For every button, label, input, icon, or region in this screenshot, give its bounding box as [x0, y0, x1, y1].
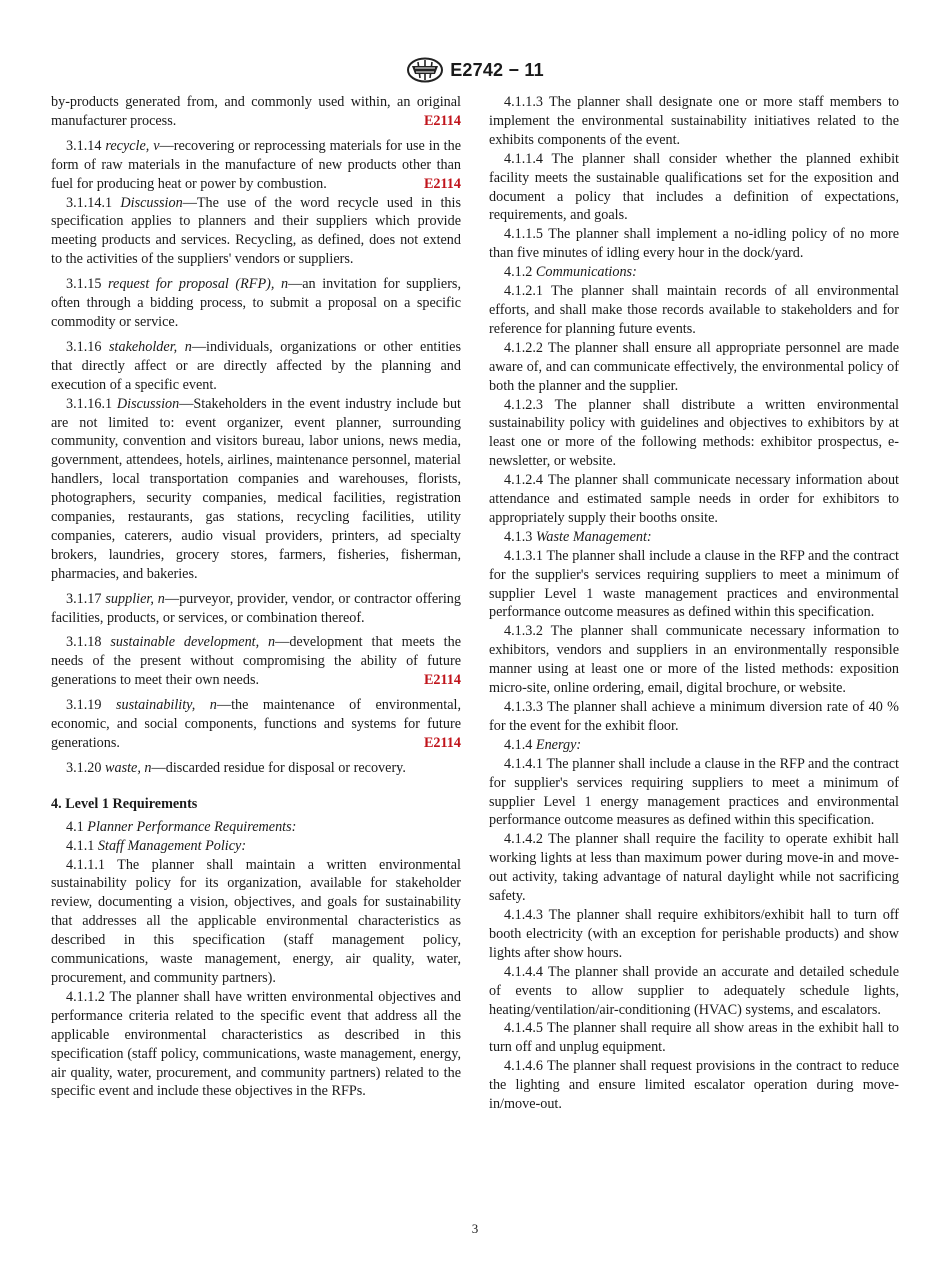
- requirement-paragraph: 4.1.1.4 The planner shall consider whether the planned exhibit facility meets the sustainable qualifications set for the exposition and document a policy that includes a definition of expectations, requirements, and goals.: [489, 150, 899, 224]
- requirement-paragraph: 4.1.3.1 The planner shall include a clause in the RFP and the contract for the supplier's services requiring suppliers to meet a minimum of supplier Level 1 waste management practices and environmental performance outcome measures as defined within this specification.: [489, 547, 899, 621]
- page-header: [0, 56, 950, 84]
- reference-link[interactable]: E2114: [423, 735, 461, 751]
- requirement-paragraph: 4.1.1.5 The planner shall implement a no-idling policy of no more than five minutes of idling every hour in the dock/yard.: [489, 226, 899, 262]
- requirement-paragraph: 4.1.2.2 The planner shall ensure all appropriate personnel are made aware of, and can communicate effectively, the environmental policy of both the planner and the supplier.: [489, 339, 899, 394]
- requirement-paragraph: 4.1.4.1 The planner shall include a clause in the RFP and the contract for supplier's services requiring suppliers to meet a minimum of supplier Level 1 energy management practices and environmental performance outcome measures as defined within this specification.: [489, 755, 899, 829]
- reference-link[interactable]: E2114: [423, 112, 461, 129]
- requirement-paragraph: 4.1.2.4 The planner shall communicate necessary information about attendance and estimated sample needs in order for exhibitors to appropriately supply their booths onsite.: [489, 472, 899, 526]
- right-column: [489, 93, 899, 1114]
- requirement-paragraph: 4.1.1.2 The planner shall have written environmental objectives and performance criteria related to the specific event that address all the applicable environmental characteristics as described in this specification (staff policy, communications, waste management, energy, air quality, water, procurement, and community partners) related to the specific event and include these objectives in the RFPs.: [51, 988, 461, 1100]
- definition-stakeholder: 3.1.16 stakeholder, n—individuals, organizations or other entities that directly affect or are directly affected by the planning and execution of a specific event.: [51, 338, 461, 393]
- requirement-paragraph: 4.1.1.3 The planner shall designate one or more staff members to implement the environmental sustainability initiatives related to the exhibits components of the event.: [489, 94, 899, 148]
- definition-waste: 3.1.20 waste, n—discarded residue for disposal or recovery.: [66, 759, 406, 776]
- requirement-paragraph: 4.1.4.3 The planner shall require exhibitors/exhibit hall to turn off booth electricity (with an exception for perishable products) and show lights after show hours.: [489, 906, 899, 961]
- subsection-heading: 4.1 Planner Performance Requirements:: [66, 818, 297, 835]
- requirement-paragraph: 4.1.3.2 The planner shall communicate necessary information to exhibitors, vendors and suppliers in an environmentally responsible manner using at least one or more of the listed methods: exposition micro-site, online ordering, email, digital brochure, or website.: [489, 623, 899, 697]
- requirement-paragraph: 4.1.4.4 The planner shall provide an accurate and detailed schedule of events to allow supplier to adequately schedule lights, heating/ventilation/air-conditioning (HVAC) systems, and escalators.: [489, 963, 899, 1018]
- requirement-paragraph: 4.1.4.5 The planner shall require all show areas in the exhibit hall to turn off and unplug equipment.: [489, 1020, 899, 1056]
- astm-logo-icon: [406, 57, 444, 83]
- paragraph-byproducts: by-products generated from, and commonly used within, an original manufacturer process. E2114: [51, 94, 461, 129]
- requirement-paragraph: 4.1.4.6 The planner shall request provisions in the contract to reduce the lighting and ensure limited escalator operation during move-in/move-out.: [489, 1058, 899, 1113]
- page-number: 3: [471, 1221, 479, 1236]
- reference-link[interactable]: E2114: [423, 175, 461, 192]
- subsection-heading: 4.1.3 Waste Management:: [504, 528, 652, 545]
- discussion-recycle: 3.1.14.1 Discussion—The use of the word recycle used in this specification applies to planners and their suppliers which provide meeting products and services. Recycling, as defined, does not extend to the activities of the suppliers' vendors or suppliers.: [51, 194, 461, 268]
- definition-sustainable-development: 3.1.18 sustainable development, n—development that meets the needs of the present without compromising the ability of future generations to meet their own needs. E2114: [51, 634, 462, 689]
- definition-rfp: 3.1.15 request for proposal (RFP), n—an invitation for suppliers, often through a bidding process, to submit a proposal on a specific commodity or service.: [51, 276, 462, 330]
- subsection-heading: 4.1.2 Communications:: [504, 264, 637, 281]
- document-number: E2742 − 11: [450, 59, 544, 80]
- subsection-heading: 4.1.1 Staff Management Policy:: [66, 837, 247, 854]
- definition-supplier: 3.1.17 supplier, n—purveyor, provider, vendor, or contractor offering facilities, products, or services, or combination thereof.: [51, 590, 461, 626]
- discussion-stakeholder: 3.1.16.1 Discussion—Stakeholders in the event industry include but are not limited to: event organizer, event planner, surrounding community, convention and visitors bureau, labor unions, news media, government, attendees, hotels, airlines, maintenance personnel, material handlers, local transportation companies and warehouses, florists, photographers, security companies, medical facilities, registration companies, restaurants, gas stations, recycling facilities, utility companies, caterers, audio visual providers, printers, ad specialty brokers, laundries, grocery stores, farmers, fisheries, fisherman, pharmacies, and bakeries.: [51, 395, 461, 582]
- section-heading: 4. Level 1 Requirements: [51, 795, 198, 812]
- requirement-paragraph: 4.1.4.2 The planner shall require the facility to operate exhibit hall working lights at less than maximum power during move-in and move-out activity, taking advantage of natural daylight while not sacrificing safety.: [489, 831, 899, 905]
- requirement-paragraph: 4.1.1.1 The planner shall maintain a written environmental sustainability policy for its organization, available for stakeholder review, documenting a vision, objectives, and goals for sustainability that addresses all the applicable environmental characteristics as described in this specification (staff management policy, communications, waste management, energy, air quality, water, procurement, and community partners).: [51, 856, 461, 986]
- definition-sustainability: 3.1.19 sustainability, n—the maintenance of environmental, economic, and social components, functions and systems for future generations. E2114: [51, 697, 461, 751]
- subsection-heading: 4.1.4 Energy:: [504, 736, 582, 753]
- requirement-paragraph: 4.1.2.1 The planner shall maintain records of all environmental efforts, and shall make those records available to stakeholders and for reference for planning future events.: [489, 283, 899, 337]
- requirement-paragraph: 4.1.2.3 The planner shall distribute a written environmental sustainability policy with guidelines and objectives to exhibitors by at least one or more of the following methods: exhibitor prospectus, e-newsletter, or website.: [489, 396, 899, 470]
- definition-recycle: 3.1.14 recycle, v—recovering or reprocessing materials for use in the form of raw materials in the manufacture of new products other than fuel for producing heat or power by combustion. E2114: [51, 137, 462, 192]
- reference-link[interactable]: E2114: [423, 672, 461, 689]
- left-column: [51, 93, 461, 1101]
- requirement-paragraph: 4.1.3.3 The planner shall achieve a minimum diversion rate of 40 % for the event for the exhibit floor.: [489, 699, 899, 734]
